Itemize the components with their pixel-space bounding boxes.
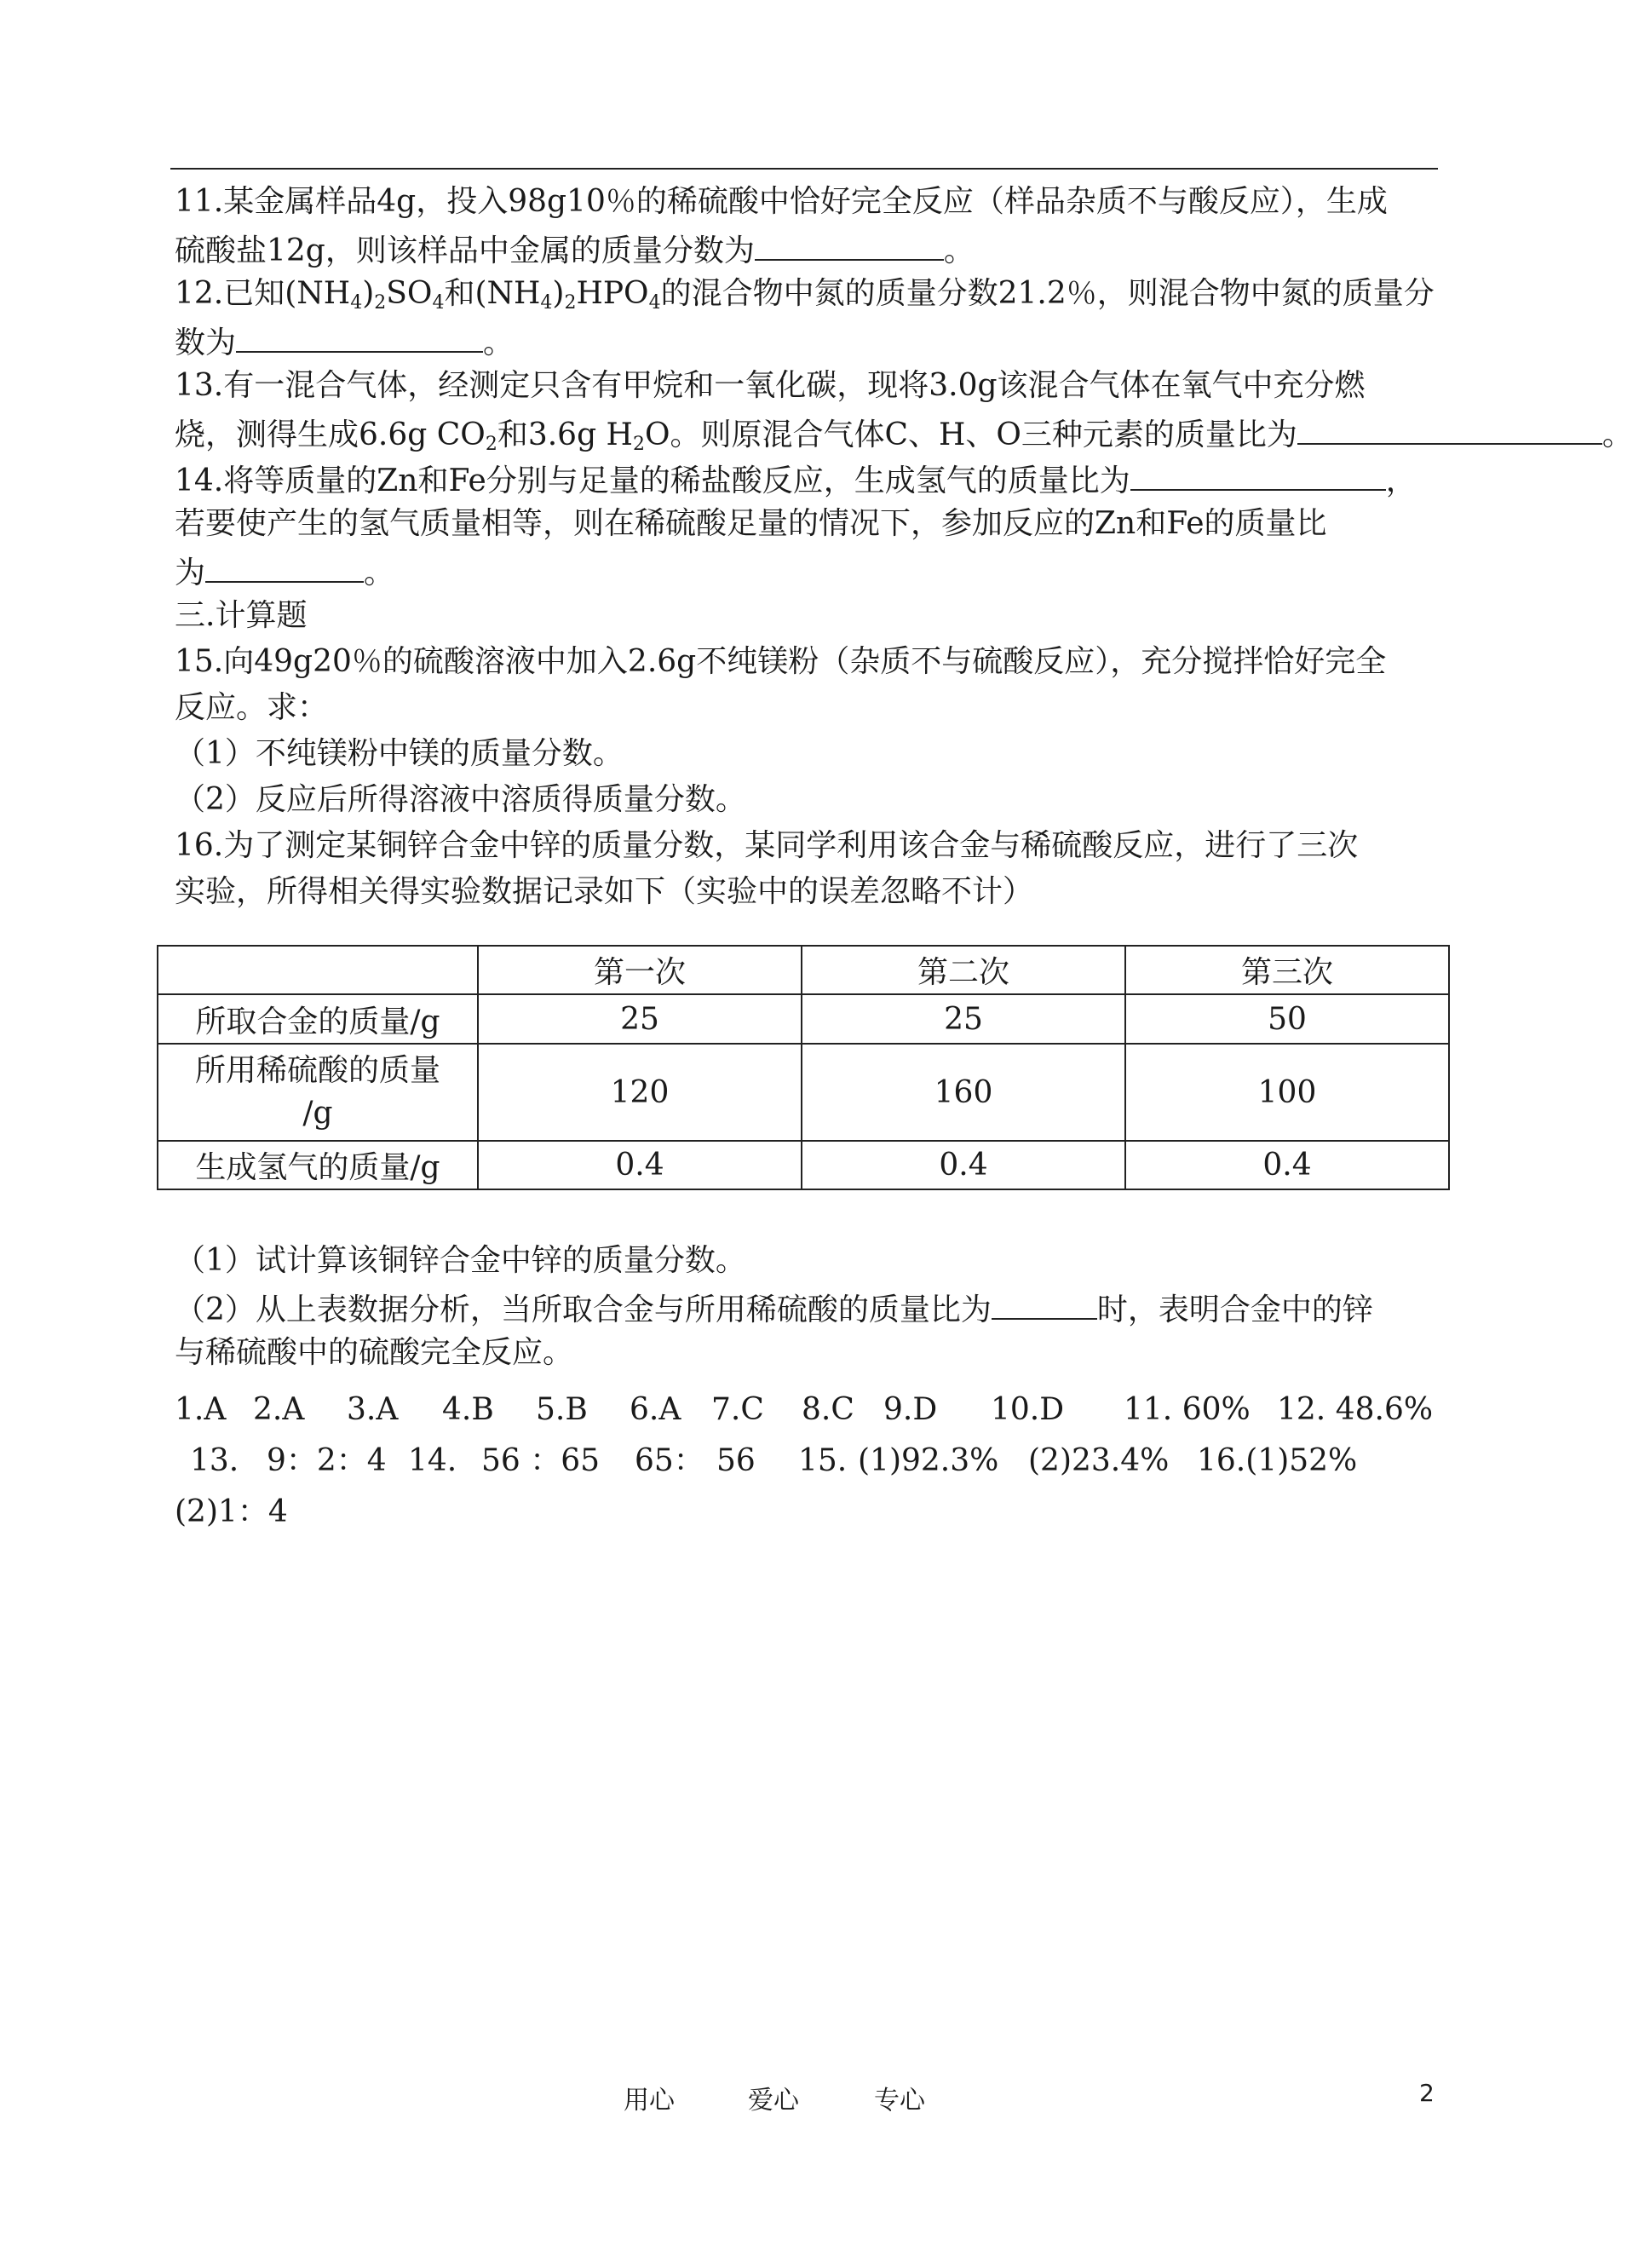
table-header-cell: 第三次 bbox=[1125, 946, 1449, 994]
q14-line1 bbox=[175, 455, 1461, 501]
footer-item: 爱心 bbox=[748, 2086, 799, 2115]
section-heading: 三.计算题 bbox=[175, 598, 308, 633]
q12-t1: 12.已知(NH bbox=[175, 276, 351, 311]
table-row bbox=[158, 1044, 1449, 1141]
q11-blank bbox=[755, 225, 944, 261]
q16-line2: 实验，所得相关得实验数据记录如下（实验中的误差忽略不计） bbox=[175, 874, 1034, 909]
q13-t3: O。则原混合气体C、H、O三种元素的质量比为 bbox=[644, 417, 1297, 452]
row-label: 生成氢气的质量/g bbox=[158, 1141, 478, 1189]
q13-t1: 烧，测得生成6.6g CO bbox=[175, 417, 486, 452]
table-row bbox=[158, 994, 1449, 1044]
answer-item: 2.A bbox=[253, 1392, 305, 1427]
q12-sub: 4 bbox=[350, 292, 363, 314]
answer-item: 4.B bbox=[442, 1392, 494, 1427]
q12-sub: 2 bbox=[374, 292, 387, 314]
q13-line1: 13.有一混合气体，经测定只含有甲烷和一氧化碳，现将3.0g该混合气体在氧气中充分燃 bbox=[175, 368, 1366, 403]
q11-text: 硫酸盐12g，则该样品中金属的质量分数为 bbox=[175, 233, 755, 268]
table-cell: 25 bbox=[802, 994, 1125, 1044]
q11-end: 。 bbox=[943, 233, 975, 268]
q13-line2 bbox=[175, 409, 1633, 455]
q12-end: 。 bbox=[483, 325, 515, 360]
answer-item: 10.D bbox=[991, 1392, 1065, 1427]
answer-item: 1.A bbox=[175, 1392, 227, 1427]
q11-line1: 11.某金属样品4g，投入98g10％的稀硫酸中恰好完全反应（样品杂质不与酸反应），生成 bbox=[175, 184, 1388, 219]
answer-item: 5.B bbox=[536, 1392, 588, 1427]
answer-item: 15. bbox=[798, 1443, 848, 1478]
row-label: 所取合金的质量/g bbox=[158, 994, 478, 1044]
header-rule bbox=[170, 168, 1438, 170]
table-cell: 0.4 bbox=[802, 1141, 1125, 1189]
answer-item: 56 bbox=[716, 1443, 756, 1478]
q12-t5: ) bbox=[552, 276, 565, 311]
table-row bbox=[158, 1141, 1449, 1189]
q14-t3: 为 bbox=[175, 555, 206, 590]
footer-item: 用心 bbox=[624, 2086, 675, 2115]
q13-blank bbox=[1297, 409, 1602, 445]
q12-t7: 的混合物中氮的质量分数21.2％，则混合物中氮的质量分 bbox=[660, 276, 1435, 311]
q11-line2 bbox=[175, 225, 1461, 271]
table-corner-cell bbox=[158, 946, 478, 994]
answer-item: 7.C bbox=[711, 1392, 764, 1427]
answer-item: (1)92.3% bbox=[858, 1443, 999, 1478]
answers-line1 bbox=[175, 1384, 1461, 1436]
answers-line3: (2)1：4 bbox=[175, 1494, 288, 1529]
q12-blank bbox=[236, 317, 483, 353]
q15-part1: （1）不纯镁粉中镁的质量分数。 bbox=[175, 736, 624, 771]
q16-part3: 与稀硫酸中的硫酸完全反应。 bbox=[175, 1335, 574, 1370]
row-label bbox=[158, 1044, 478, 1141]
q14-line3 bbox=[175, 547, 1461, 593]
q15-line2: 反应。求： bbox=[175, 690, 329, 725]
q16-t2end: 时，表明合金中的锌 bbox=[1096, 1292, 1373, 1327]
table-header-cell: 第一次 bbox=[478, 946, 802, 994]
row-label-line1: 所用稀硫酸的质量 bbox=[195, 1053, 441, 1088]
q12-sub: 2 bbox=[564, 292, 577, 314]
q12-sub: 4 bbox=[648, 292, 661, 314]
q14-end: 。 bbox=[364, 555, 395, 590]
table-cell: 25 bbox=[478, 994, 802, 1044]
question-block bbox=[175, 179, 1633, 915]
q12-sub: 4 bbox=[432, 292, 445, 314]
table-cell: 160 bbox=[802, 1044, 1125, 1141]
answer-item: 9.D bbox=[883, 1392, 938, 1427]
q14-blank-2 bbox=[205, 547, 364, 583]
q14-t1end: ， bbox=[1385, 463, 1417, 498]
q16-line1: 16.为了测定某铜锌合金中锌的质量分数，某同学利用该合金与稀硫酸反应，进行了三次 bbox=[175, 828, 1359, 863]
q16-part2 bbox=[175, 1284, 1461, 1330]
answer-item: 65： bbox=[635, 1443, 704, 1478]
answer-item: 11. 60% bbox=[1124, 1392, 1251, 1427]
q12-t4: 和(NH bbox=[444, 276, 541, 311]
page-number: 2 bbox=[1419, 2079, 1435, 2107]
answer-item: 56 ：65 bbox=[481, 1443, 601, 1478]
answer-item: 8.C bbox=[802, 1392, 854, 1427]
q12-text: 数为 bbox=[175, 325, 237, 360]
q12-t3: SO bbox=[386, 276, 433, 311]
q12-line1 bbox=[175, 271, 1461, 317]
q12-t6: HPO bbox=[576, 276, 649, 311]
q16-subquestions bbox=[175, 1238, 1461, 1376]
table-header-cell: 第二次 bbox=[802, 946, 1125, 994]
q16-t2: （2）从上表数据分析，当所取合金与所用稀硫酸的质量比为 bbox=[175, 1292, 992, 1327]
q15-line1: 15.向49g20％的硫酸溶液中加入2.6g不纯镁粉（杂质不与硫酸反应），充分搅拌恰好完全 bbox=[175, 644, 1387, 679]
q13-sub: 2 bbox=[632, 434, 645, 455]
q13-t2: 和3.6g H bbox=[497, 417, 633, 452]
answer-key bbox=[175, 1384, 1461, 1538]
table-cell: 0.4 bbox=[478, 1141, 802, 1189]
q13-end: 。 bbox=[1601, 417, 1633, 452]
q12-sub: 4 bbox=[540, 292, 553, 314]
table-cell: 0.4 bbox=[1125, 1141, 1449, 1189]
q16-blank bbox=[992, 1284, 1097, 1320]
answers-line2 bbox=[175, 1436, 1461, 1487]
q16-part1: （1）试计算该铜锌合金中锌的质量分数。 bbox=[175, 1243, 746, 1278]
row-label-line2: /g bbox=[302, 1096, 333, 1131]
q14-blank-1 bbox=[1130, 455, 1386, 491]
table-header-row bbox=[158, 946, 1449, 994]
q12-line2 bbox=[175, 317, 1461, 363]
answer-item: 9：2：4 bbox=[267, 1443, 387, 1478]
answer-item: 6.A bbox=[630, 1392, 681, 1427]
q12-t2: ) bbox=[362, 276, 375, 311]
answer-item: 13. bbox=[190, 1443, 239, 1478]
q14-t1: 14.将等质量的Zn和Fe分别与足量的稀盐酸反应，生成氢气的质量比为 bbox=[175, 463, 1130, 498]
answer-item: 14. bbox=[408, 1443, 457, 1478]
answer-item: 3.A bbox=[347, 1392, 399, 1427]
table-cell: 50 bbox=[1125, 994, 1449, 1044]
q15-part2: （2）反应后所得溶液中溶质得质量分数。 bbox=[175, 782, 746, 817]
answer-item: 12. 48.6% bbox=[1277, 1392, 1434, 1427]
experiment-table bbox=[157, 945, 1450, 1190]
footer-item: 专心 bbox=[874, 2086, 925, 2115]
answer-item: 16.(1)52% bbox=[1197, 1443, 1358, 1478]
q14-line2: 若要使产生的氢气质量相等，则在稀硫酸足量的情况下，参加反应的Zn和Fe的质量比 bbox=[175, 506, 1327, 541]
answer-item: (2)23.4% bbox=[1028, 1443, 1170, 1478]
table-cell: 120 bbox=[478, 1044, 802, 1141]
table-cell: 100 bbox=[1125, 1044, 1449, 1141]
q13-sub: 2 bbox=[485, 434, 497, 455]
